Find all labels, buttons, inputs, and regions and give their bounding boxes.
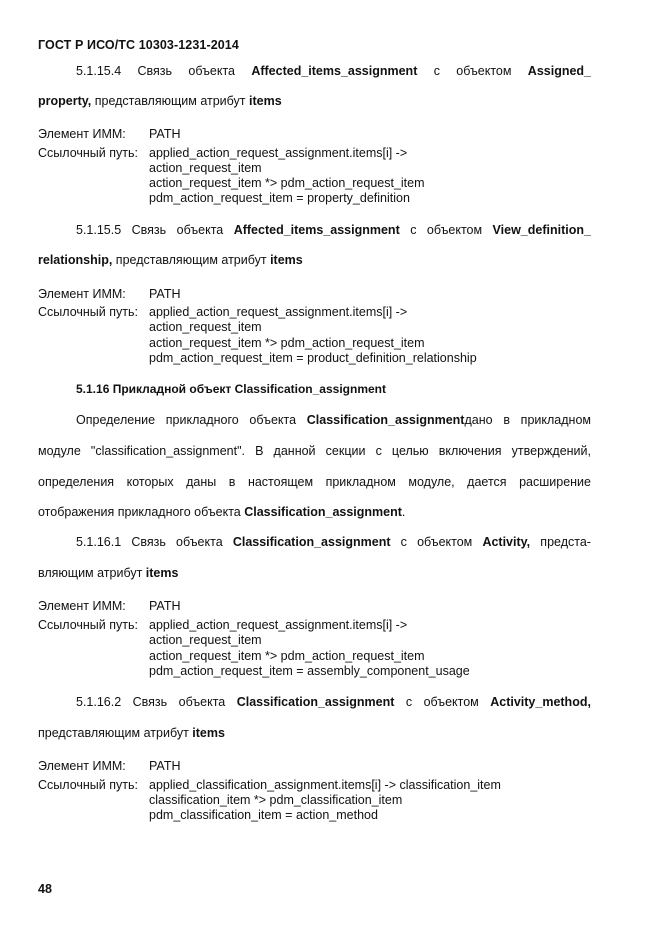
mim-element-value: PATH <box>149 599 181 613</box>
paragraph-line: модуле "classification_assignment". В данной секции с целью включения утверждений, <box>38 444 591 458</box>
section-heading-continuation <box>38 253 591 268</box>
reference-path-line: action_request_item *> pdm_action_request_item <box>149 176 425 190</box>
section-heading-line <box>76 64 591 79</box>
mim-element-label: Элемент ИММ: <box>38 759 126 773</box>
entity-name: relationship, <box>38 253 113 267</box>
reference-path-line: action_request_item <box>149 161 262 175</box>
entity-name: Activity_method, <box>490 695 591 709</box>
text-word: объектом <box>417 535 473 549</box>
text-word: объекта <box>176 535 223 549</box>
text-word: с <box>410 223 417 237</box>
page-number: 48 <box>38 882 52 896</box>
text-fragment: представляющим атрибут <box>91 94 249 108</box>
mim-element-value: PATH <box>149 759 181 773</box>
entity-name: Classification_assignment <box>236 695 395 709</box>
text-word: с <box>433 64 440 78</box>
entity-name: View_definition_ <box>492 223 591 237</box>
section-number: 5.1.16.2 <box>76 695 122 709</box>
reference-path-line: action_request_item <box>149 320 262 334</box>
attribute-name: items <box>270 253 303 267</box>
entity-name: Classification_assignment <box>232 535 391 549</box>
entity-name: Affected_items_assignment <box>251 64 418 78</box>
section-number: 5.1.15.4 <box>76 64 122 78</box>
text-word: Связь <box>131 223 167 237</box>
text-fragment: представляющим атрибут <box>38 726 193 740</box>
entity-name: Activity, <box>482 535 531 549</box>
attribute-name: items <box>145 566 179 580</box>
section-title: 5.1.16 Прикладной объект Classification_assignment <box>76 382 386 396</box>
reference-path-line: action_request_item *> pdm_action_request_item <box>149 649 425 663</box>
document-header: ГОСТ Р ИСО/ТС 10303-1231-2014 <box>38 38 239 52</box>
entity-name: Classification_assignment <box>306 413 465 427</box>
section-heading-continuation <box>38 94 591 109</box>
mim-element-label: Элемент ИММ: <box>38 127 126 141</box>
paragraph-line: определения которых даны в настоящем прикладном модуле, дается расширение <box>38 475 591 489</box>
entity-name: Assigned_ <box>527 64 592 78</box>
text-word: объекта <box>178 695 226 709</box>
text-word: Связь <box>137 64 173 78</box>
text-word: предста- <box>540 535 591 549</box>
reference-path-label: Ссылочный путь: <box>38 618 138 632</box>
reference-path-line: pdm_action_request_item = property_definition <box>149 191 410 205</box>
text-word: объекта <box>188 64 235 78</box>
text-word: объектом <box>423 695 479 709</box>
section-heading-line <box>76 535 591 550</box>
reference-path-line: applied_classification_assignment.items[i] -> classification_item <box>149 778 501 792</box>
reference-path-label: Ссылочный путь: <box>38 146 138 160</box>
text-word: Связь <box>131 535 166 549</box>
reference-path-label: Ссылочный путь: <box>38 778 138 792</box>
reference-path-label: Ссылочный путь: <box>38 305 138 319</box>
reference-path-line: action_request_item <box>149 633 262 647</box>
reference-path-line: pdm_classification_item = action_method <box>149 808 378 822</box>
text-word: объектом <box>456 64 512 78</box>
reference-path-line: pdm_action_request_item = product_definition_relationship <box>149 351 477 365</box>
text-fragment: отображения прикладного объекта <box>38 505 245 519</box>
text-fragment: вляющим атрибут <box>38 566 146 580</box>
reference-path-line: applied_action_request_assignment.items[i] -> <box>149 305 408 319</box>
reference-path-line: action_request_item *> pdm_action_request_item <box>149 336 425 350</box>
reference-path-line: applied_action_request_assignment.items[i] -> <box>149 618 408 632</box>
section-heading-continuation <box>38 726 591 741</box>
mim-element-value: PATH <box>149 127 181 141</box>
paragraph-line <box>76 413 591 428</box>
mim-element-value: PATH <box>149 287 181 301</box>
reference-path-line: applied_action_request_assignment.items[i] -> <box>149 146 408 160</box>
section-number: 5.1.16.1 <box>76 535 122 549</box>
section-heading-line <box>76 223 591 238</box>
text-word: с <box>405 695 413 709</box>
entity-name: Classification_assignment <box>244 505 402 519</box>
reference-path-line: pdm_action_request_item = assembly_component_usage <box>149 664 470 678</box>
text-fragment: . <box>401 505 406 519</box>
attribute-name: items <box>192 726 225 740</box>
section-heading-line <box>76 695 591 710</box>
text-word: объекта <box>176 223 224 237</box>
mim-element-label: Элемент ИММ: <box>38 287 126 301</box>
section-number: 5.1.15.5 <box>76 223 122 237</box>
entity-name: property, <box>38 94 92 108</box>
mim-element-label: Элемент ИММ: <box>38 599 126 613</box>
section-heading-continuation <box>38 566 591 581</box>
text-fragment: дано в прикладном <box>464 413 591 427</box>
text-fragment: Определение прикладного объекта <box>76 413 307 427</box>
entity-name: Affected_items_assignment <box>233 223 400 237</box>
text-word: Связь <box>132 695 168 709</box>
attribute-name: items <box>249 94 282 108</box>
paragraph-line <box>38 505 591 520</box>
text-fragment: представляющим атрибут <box>112 253 271 267</box>
text-word: объектом <box>426 223 483 237</box>
text-word: с <box>400 535 407 549</box>
reference-path-line: classification_item *> pdm_classification_item <box>149 793 403 807</box>
